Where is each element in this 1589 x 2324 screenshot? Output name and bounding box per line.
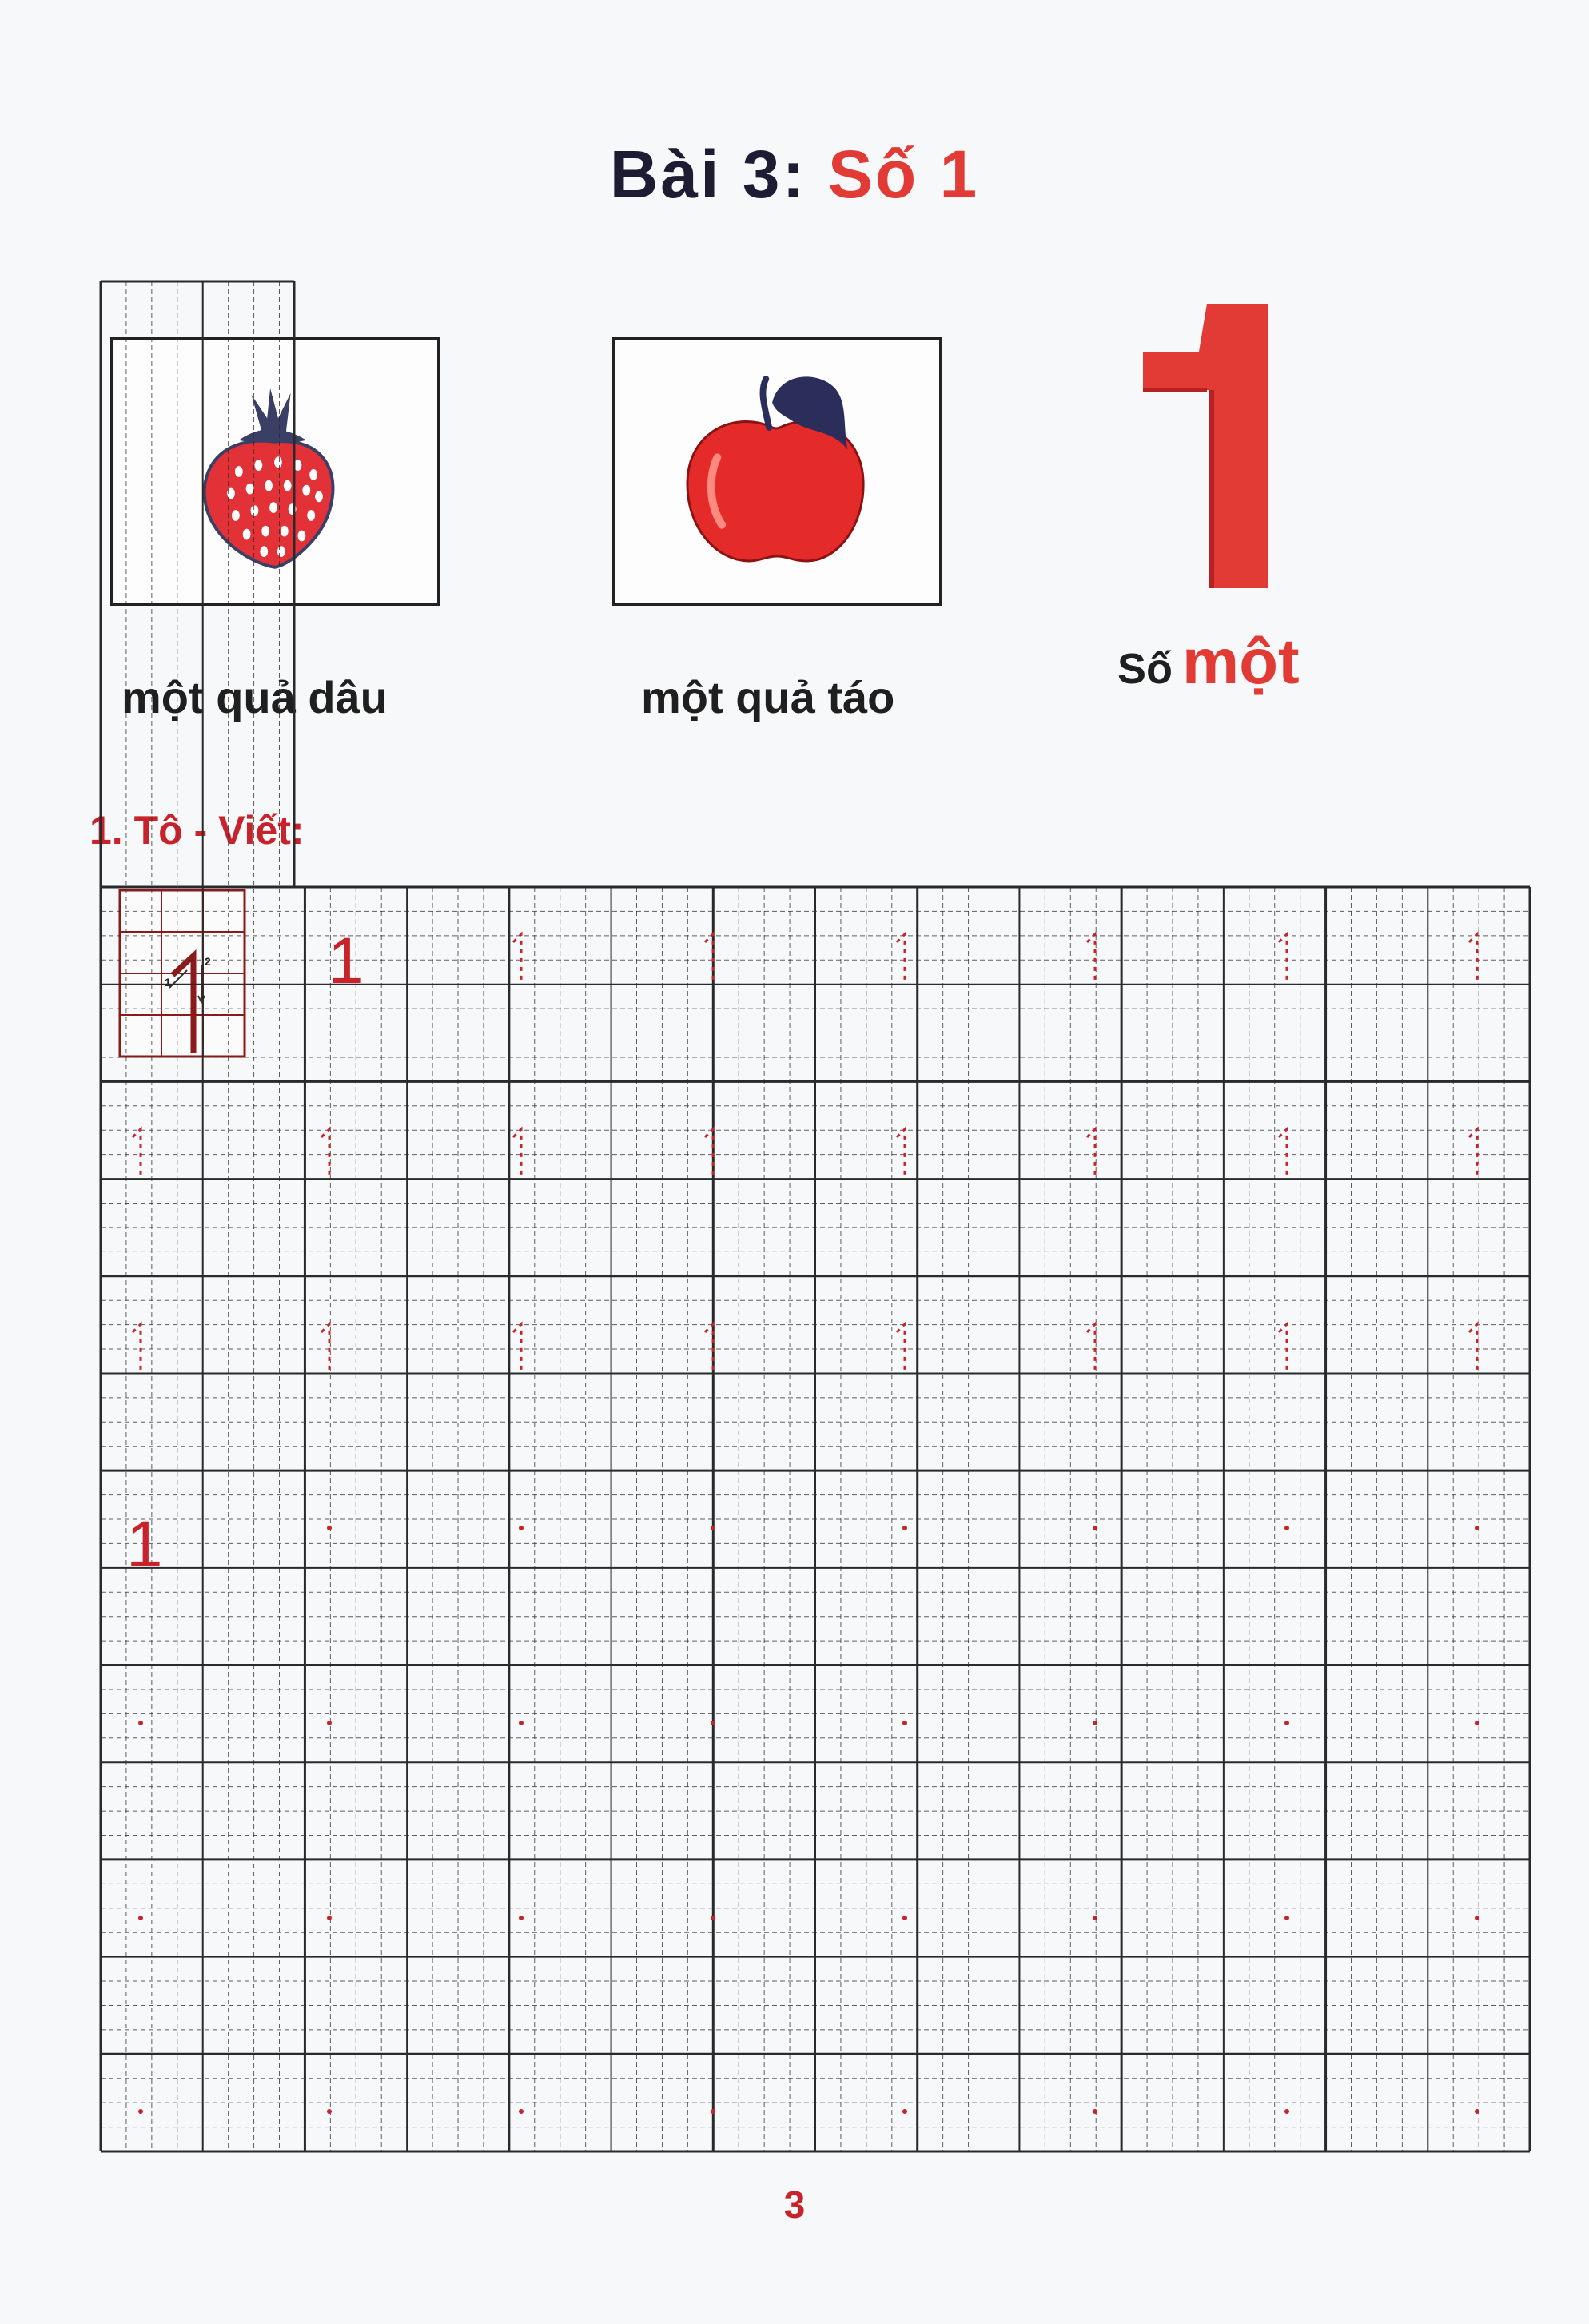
start-dot [1284, 1526, 1289, 1530]
start-dot [902, 1526, 907, 1530]
trace-digit [897, 934, 905, 984]
apple-caption: một quả táo [641, 672, 895, 722]
number-word-prefix: Số [1117, 645, 1173, 693]
start-dot [902, 1916, 907, 1920]
stroke-number-2: 2 [205, 955, 211, 968]
start-dot [1475, 2109, 1479, 2114]
start-dot [138, 1721, 143, 1725]
start-dot [519, 1916, 524, 1920]
start-dot [711, 1526, 715, 1530]
trace-digit [705, 934, 713, 984]
trace-digit [705, 1129, 713, 1179]
start-dot [138, 2109, 143, 2114]
start-dot [327, 1526, 332, 1530]
trace-digit [513, 934, 521, 984]
trace-digit [1279, 1129, 1287, 1179]
start-dot [327, 1721, 332, 1725]
trace-digit [321, 1129, 329, 1179]
row1-sample-digit: 1 [328, 925, 364, 997]
start-dot [327, 1916, 332, 1920]
start-dot [519, 1721, 524, 1725]
start-dot [1093, 1526, 1097, 1530]
number-word-main: một [1182, 626, 1300, 697]
trace-digit [1279, 934, 1287, 984]
trace-digit [133, 1129, 141, 1179]
page-number: 3 [783, 2184, 806, 2227]
trace-digit [1087, 1129, 1095, 1179]
stroke-number-1: 1 [165, 976, 171, 989]
trace-digit [897, 1129, 905, 1179]
start-dot [1284, 1721, 1289, 1725]
lesson-prefix: Bài 3: [609, 137, 828, 212]
row4-sample-digit: 1 [126, 1508, 163, 1581]
start-dot [711, 2109, 715, 2114]
trace-marks [133, 934, 1479, 2114]
lesson-number-title: Số 1 [827, 137, 980, 212]
start-dot [1475, 1721, 1479, 1725]
start-dot [519, 1526, 524, 1530]
start-dot [1093, 1721, 1097, 1725]
trace-digit [1469, 1129, 1477, 1179]
trace-digit [513, 1129, 521, 1179]
trace-digit [1469, 934, 1477, 984]
start-dot [1093, 2109, 1097, 2114]
start-dot [902, 2109, 907, 2114]
trace-digit [1087, 934, 1095, 984]
start-dot [327, 2109, 332, 2114]
start-dot [519, 2109, 524, 2114]
start-dot [1284, 1916, 1289, 1920]
grid-lines [101, 281, 1530, 2151]
strawberry-caption: một quả dâu [121, 672, 388, 722]
start-dot [711, 1916, 715, 1920]
start-dot [902, 1721, 907, 1725]
start-dot [1475, 1916, 1479, 1920]
start-dot [1284, 2109, 1289, 2114]
start-dot [1093, 1916, 1097, 1920]
start-dot [138, 1916, 143, 1920]
exercise-title: 1. Tô - Viết: [90, 808, 305, 853]
start-dot [1475, 1526, 1479, 1530]
start-dot [711, 1721, 715, 1725]
